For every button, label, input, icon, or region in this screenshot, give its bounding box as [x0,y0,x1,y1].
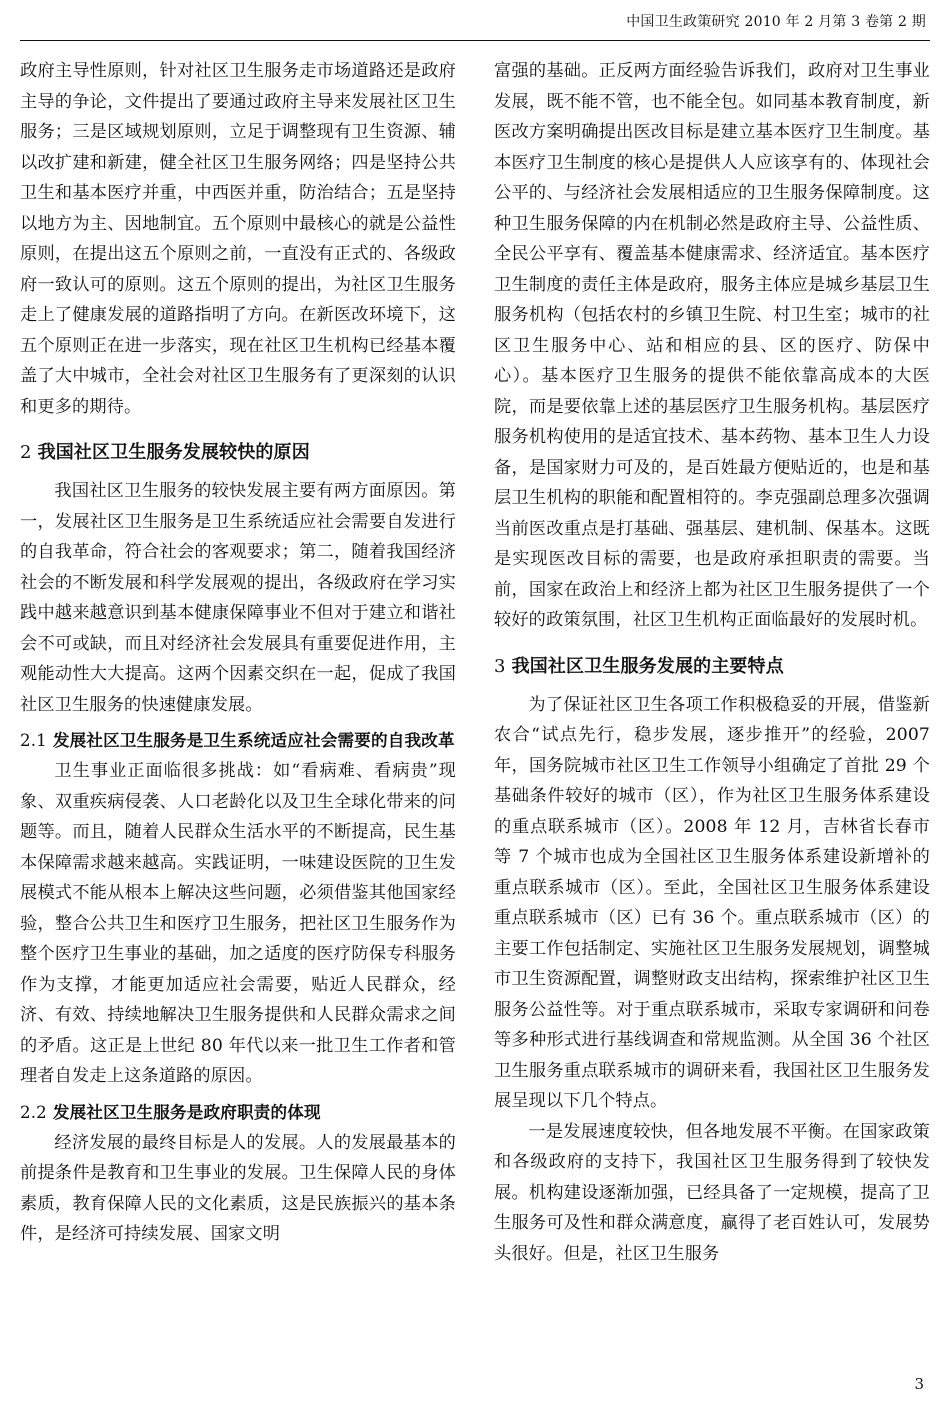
section-title: 我国社区卫生服务发展的主要特点 [511,655,784,677]
subsection-number: 2.2 [20,1102,47,1122]
subsection-heading-2-2 [20,1098,456,1128]
paragraph-intro-continued: 政府主导性原则，针对社区卫生服务走市场道路还是政府主导的争论，文件提出了要通过政府主导来发展社区卫生服务；三是区域规划原则，立足于调整现有卫生资源、辅以改扩建和新建，健全社区卫生服务网络；四是坚持公共卫生和基本医疗并重，中西医并重，防治结合；五是坚持以地方为主、因地制宜。五个原则中最核心的就是公益性原则，在提出这五个原则之前，一直没有正式的、各级政府一致认可的原则。这五个原则的提出，为社区卫生服务走上了健康发展的道路指明了方向。在新医改环境下，这五个原则正在进一步落实，现在社区卫生机构已经基本覆盖了大中城市，全社会对社区卫生服务有了更深刻的认识和更多的期待。 [20,61,456,417]
section-heading-3 [494,652,930,682]
subsection-title: 发展社区卫生服务是卫生系统适应社会需要的自我改革 [52,731,455,750]
paragraph-subsection-2-1: 卫生事业正面临很多挑战：如“看病难、看病贵”现象、双重疾病侵袭、人口老龄化以及卫生全球化带来的问题等。而且，随着人民群众生活水平的不断提高，民生基本保障需求越来越高。实践证明，一味建设医院的卫生发展模式不能从根本上解决这些问题，必须借鉴其他国家经验，整合公共卫生和医疗卫生服务，把社区卫生服务作为整个医疗卫生事业的基础，加之适度的医疗防保专科服务作为支撑，才能更加适应社会需要，贴近人民群众，经济、有效、持续地解决卫生服务提供和人民群众需求之间的矛盾。这正是上世纪 80 年代以来一批卫生工作者和管理者自发走上这条道路的原因。 [20,761,456,1086]
paragraph-section-3: 为了保证社区卫生各项工作积极稳妥的开展，借鉴新农合“试点先行，稳步发展，逐步推开”的经验，2007 年，国务院城市社区卫生工作领导小组确定了首批 29 个基础条件较好的城市（区），作为社区卫生服务体系建设的重点联系城市（区）。2008 年 12 月，吉林省长春市等 7 个城市也成为全国社区卫生服务体系建设新增补的重点联系城市（区）。至此，全国社区卫生服务体系建设重点联系城市（区）已有 36 个。重点联系城市（区）的主要工作包括制定、实施社区卫生服务发展规划，调整城市卫生资源配置，调整财政支出结构，探索维护社区卫生服务公益性等。对于重点联系城市，采取专家调研和问卷等多种形式进行基线调查和常规监测。从全国 36 个社区卫生服务重点联系城市的调研来看，我国社区卫生服务发展呈现以下几个特点。 [494,694,930,1111]
running-header: 中国卫生政策研究 2010 年 2 月第 3 卷第 2 期 [626,14,926,30]
paragraph-section-2: 我国社区卫生服务的较快发展主要有两方面原因。第一，发展社区卫生服务是卫生系统适应社会需要自发进行的自我革命，符合社会的客观要求；第二，随着我国经济社会的不断发展和科学发展观的提出，各级政府在学习实践中越来越意识到基本健康保障事业不但对于建立和谐社会不可或缺，而且对经济社会发展具有重要促进作用，主观能动性大大提高。这两个因素交织在一起，促成了我国社区卫生服务的快速健康发展。 [20,481,456,715]
left-column [20,56,456,1250]
paragraph-subsection-2-2: 经济发展的最终目标是人的发展。人的发展最基本的前提条件是教育和卫生事业的发展。卫生保障人民的身体素质，教育保障人民的文化素质，这是民族振兴的基本条件，是经济可持续发展、国家文明 [20,1132,456,1244]
page-number: 3 [914,1375,924,1393]
section-number: 3 [494,655,506,677]
paragraph-continued: 富强的基础。正反两方面经验告诉我们，政府对卫生事业发展，既不能不管，也不能全包。如同基本教育制度，新医改方案明确提出医改目标是建立基本医疗卫生制度。基本医疗卫生制度的核心是提供人人应该享有的、体现社会公平的、与经济社会发展相适应的卫生服务保障制度。这种卫生服务保障的内在机制必然是政府主导、公益性质、全民公平享有、覆盖基本健康需求、经济适宜。基本医疗卫生制度的责任主体是政府，服务主体应是城乡基层卫生服务机构（包括农村的乡镇卫生院、村卫生室；城市的社区卫生服务中心、站和相应的县、区的医疗、防保中心）。基本医疗卫生服务的提供不能依靠高成本的大医院，而是要依靠上述的基层医疗卫生服务机构。基层医疗服务机构使用的是适宜技术、基本药物、基本卫生人力设备，是国家财力可及的，是百姓最方便贴近的，也是和基层卫生机构的职能和配置相符的。李克强副总理多次强调当前医改重点是打基础、强基层、建机制、保基本。这既是实现医改目标的需要，也是政府承担职责的需要。当前，国家在政治上和经济上都为社区卫生服务提供了一个较好的政策氛围，社区卫生机构正面临最好的发展时机。 [494,61,930,630]
section-title: 我国社区卫生服务发展较快的原因 [37,442,310,463]
right-column [494,56,930,1269]
section-number: 2 [20,442,32,463]
section-heading-2 [20,438,456,468]
paragraph-feature-1: 一是发展速度较快，但各地发展不平衡。在国家政策和各级政府的支持下，我国社区卫生服务得到了较快发展。机构建设逐渐加强，已经具备了一定规模，提高了卫生服务可及性和群众满意度，赢得了老百姓认可，发展势头很好。但是，社区卫生服务 [494,1121,930,1264]
header-rule [20,40,930,41]
subsection-title: 发展社区卫生服务是政府职责的体现 [52,1102,321,1122]
subsection-number: 2.1 [20,731,47,750]
subsection-heading-2-1 [20,726,456,756]
